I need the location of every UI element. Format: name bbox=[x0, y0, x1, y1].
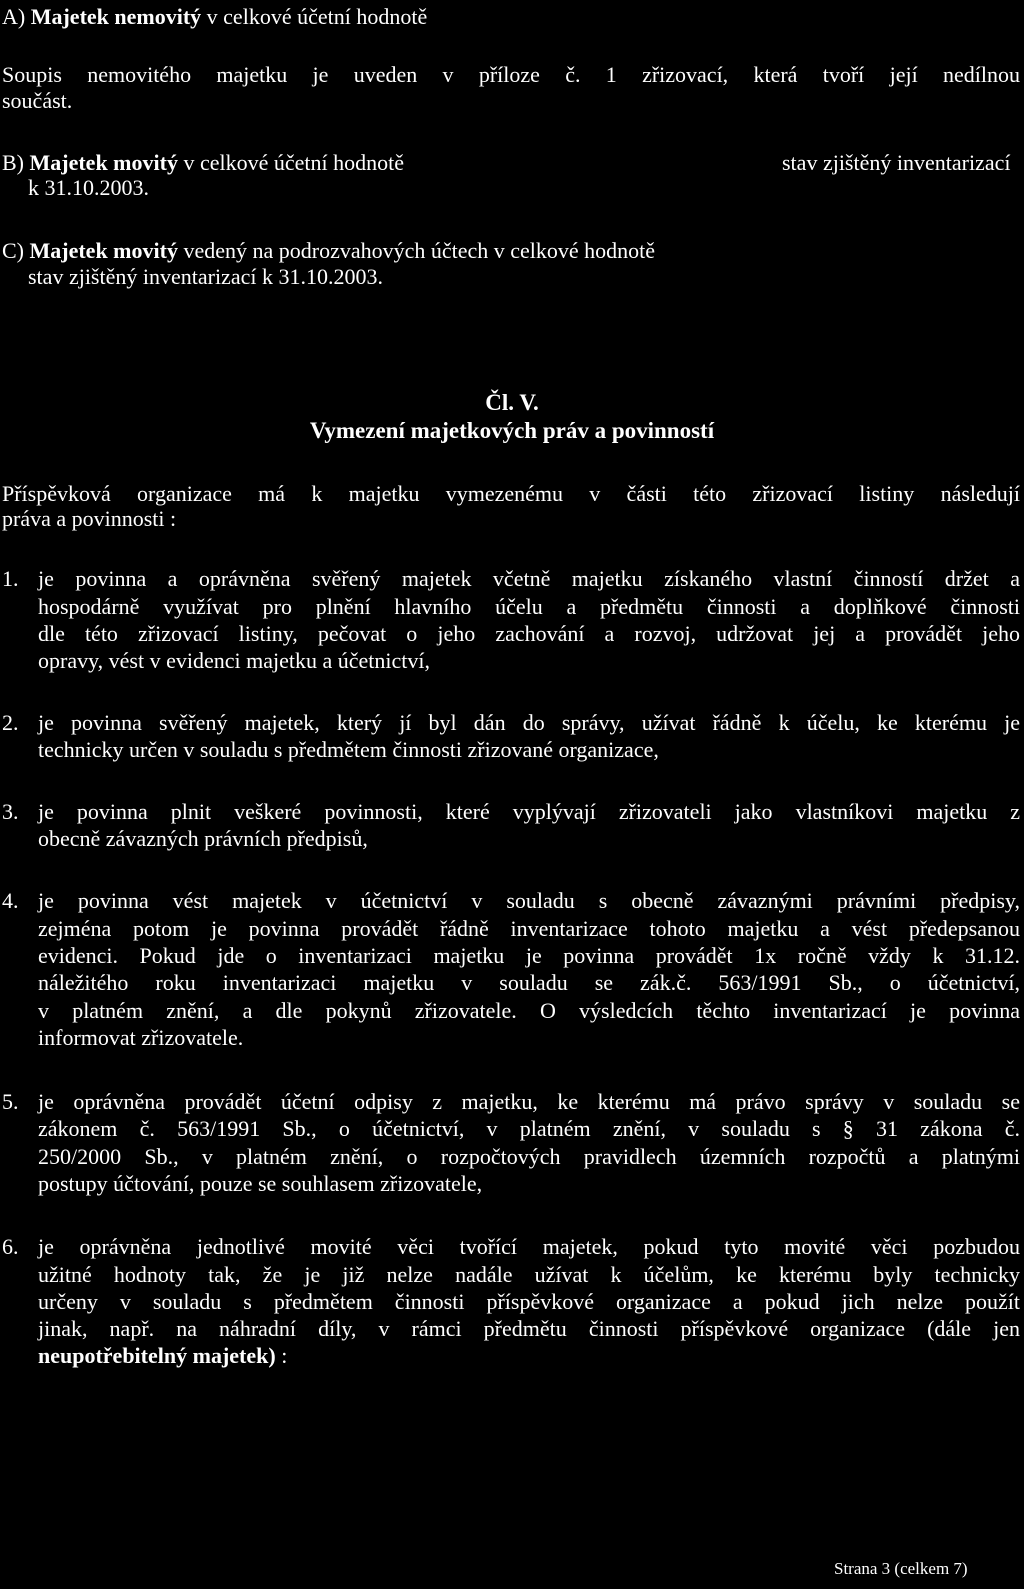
section-c-line-2: stav zjištěný inventarizací k 31.10.2003. bbox=[28, 264, 383, 289]
intro-line-2: práva a povinnosti : bbox=[2, 506, 177, 531]
section-c-bold: Majetek movitý bbox=[29, 238, 178, 263]
section-b-heading: B) Majetek movitý v celkové účetní hodnotě bbox=[2, 150, 404, 175]
article-number: Čl. V. bbox=[485, 390, 539, 415]
section-a-para-line-1: Soupis nemovitého majetku je uveden v příloze č. 1 zřizovací, která tvoří její nedílnou bbox=[2, 62, 1020, 87]
item-3-number: 3. bbox=[2, 799, 19, 824]
item-4-number: 4. bbox=[2, 888, 19, 913]
item-6-line-5: neupotřebitelný majetek) : bbox=[38, 1343, 288, 1368]
item-5-line-1: je oprávněna provádět účetní odpisy z majetku, ke kterému má právo správy v souladu se bbox=[38, 1089, 1020, 1114]
item-4-line-2: zejména potom je povinna provádět řádně inventarizace tohoto majetku a vést předepsanou bbox=[38, 916, 1020, 941]
item-4-line-4: náležitého roku inventarizaci majetku v souladu se zák.č. 563/1991 Sb., o účetnictví, bbox=[38, 970, 1020, 995]
item-1-line-1: je povinna a oprávněna svěřený majetek včetně majetku získaného vlastní činností držet a bbox=[38, 566, 1020, 591]
item-5-number: 5. bbox=[2, 1089, 19, 1114]
item-2-number: 2. bbox=[2, 710, 19, 735]
section-b-bold: Majetek movitý bbox=[29, 150, 178, 175]
item-6-line-1: je oprávněna jednotlivé movité věci tvořící majetek, pokud tyto movité věci pozbudou bbox=[38, 1234, 1020, 1259]
section-a-bold: Majetek nemovitý bbox=[30, 4, 202, 29]
item-6-line-3: určeny v souladu s předmětem činnosti příspěvkové organizace a pokud jich nelze použít bbox=[38, 1289, 1020, 1314]
intro-line-1: Příspěvková organizace má k majetku vymezenému v části této zřizovací listiny následují bbox=[2, 481, 1020, 506]
item-3-line-2: obecně závazných právních předpisů, bbox=[38, 826, 368, 851]
item-1-number: 1. bbox=[2, 566, 19, 591]
article-title: Vymezení majetkových práv a povinností bbox=[309, 418, 715, 443]
item-5-line-2: zákonem č. 563/1991 Sb., o účetnictví, v platném znění, v souladu s § 31 zákona č. bbox=[38, 1116, 1020, 1141]
section-a-heading: A) Majetek nemovitý v celkové účetní hodnotě bbox=[2, 4, 428, 29]
section-b-right: stav zjištěný inventarizací bbox=[782, 150, 1011, 175]
section-c-heading: C) Majetek movitý vedený na podrozvahových účtech v celkové hodnotě bbox=[2, 238, 656, 263]
item-1-line-3: dle této zřizovací listiny, pečovat o jeho zachování a rozvoj, udržovat jej a provádět jeho bbox=[38, 621, 1020, 646]
item-4-line-6: informovat zřizovatele. bbox=[38, 1025, 244, 1050]
item-1-line-2: hospodárně využívat pro plnění hlavního účelu a předmětu činnosti a doplňkové činnosti bbox=[38, 594, 1020, 619]
item-1-line-4: opravy, vést v evidenci majetku a účetnictví, bbox=[38, 648, 430, 673]
section-b-line-2: k 31.10.2003. bbox=[28, 175, 149, 200]
page-footer: Strana 3 (celkem 7) bbox=[834, 1559, 968, 1578]
item-4-line-1: je povinna vést majetek v účetnictví v souladu s obecně závaznými právními předpisy, bbox=[38, 888, 1020, 913]
item-2-line-1: je povinna svěřený majetek, který jí byl dán do správy, užívat řádně k účelu, ke kterému je bbox=[38, 710, 1020, 735]
item-4-line-3: evidenci. Pokud jde o inventarizaci majetku je povinna provádět 1x ročně vždy k 31.12. bbox=[38, 943, 1020, 968]
item-4-line-5: v platném znění, a dle pokynů zřizovatele. O výsledcích těchto inventarizací je povinna bbox=[38, 998, 1020, 1023]
item-6-line-4: jinak, např. na náhradní díly, v rámci předmětu činnosti příspěvkové organizace (dále jen bbox=[38, 1316, 1020, 1341]
item-2-line-2: technicky určen v souladu s předmětem činnosti zřizované organizace, bbox=[38, 737, 659, 762]
item-6-line-2: užitné hodnoty tak, že je již nelze nadále užívat k účelům, ke kterému byly technicky bbox=[38, 1262, 1020, 1287]
item-5-line-4: postupy účtování, pouze se souhlasem zřizovatele, bbox=[38, 1171, 483, 1196]
item-3-line-1: je povinna plnit veškeré povinnosti, které vyplývají zřizovateli jako vlastníkovi majetku z bbox=[38, 799, 1020, 824]
item-5-line-3: 250/2000 Sb., v platném znění, o rozpočtových pravidlech územních rozpočtů a platnými bbox=[38, 1144, 1020, 1169]
item-6-bold-term: neupotřebitelný majetek) bbox=[38, 1343, 276, 1368]
section-a-para-line-2: součást. bbox=[2, 88, 73, 113]
item-6-number: 6. bbox=[2, 1234, 19, 1259]
